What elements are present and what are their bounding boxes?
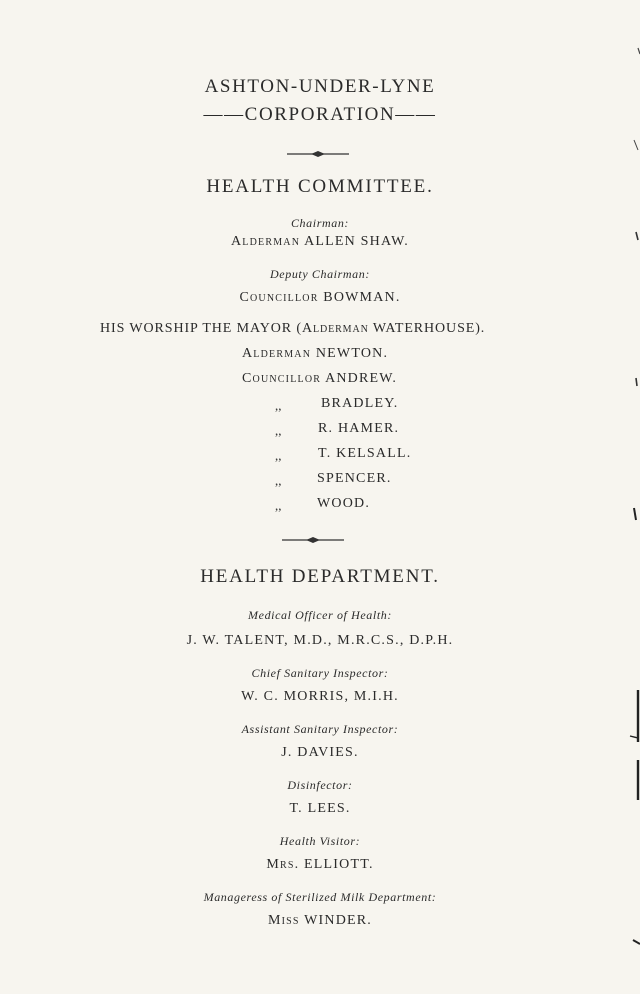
deputy-entry bbox=[0, 290, 640, 306]
member-name: T. KELSALL. bbox=[318, 446, 412, 461]
member-name: WOOD. bbox=[317, 496, 371, 511]
binding-edge-marks bbox=[624, 0, 640, 994]
health-visitor-prefix: Mrs. bbox=[266, 857, 300, 872]
ditto-mark: ,, bbox=[275, 448, 282, 463]
deputy-prefix: Councillor bbox=[239, 290, 319, 305]
moh-name: J. W. TALENT, M.D., M.R.C.S., D.P.H. bbox=[186, 633, 454, 648]
councillor-prefix: Councillor bbox=[242, 371, 322, 386]
member-name: SPENCER. bbox=[317, 471, 392, 486]
chairman-entry bbox=[0, 234, 640, 250]
alderman-prefix: Alderman bbox=[242, 346, 312, 361]
deputy-name: BOWMAN. bbox=[323, 290, 401, 305]
mayor-prefix: Alderman bbox=[301, 321, 369, 336]
milk-department-entry bbox=[0, 913, 640, 929]
csi-name: W. C. MORRIS, M.I.H. bbox=[241, 689, 399, 704]
alderman-entry bbox=[242, 346, 388, 362]
committee-heading: HEALTH COMMITTEE. bbox=[206, 176, 434, 197]
ditto-mark: ,, bbox=[275, 398, 282, 413]
member-name: R. HAMER. bbox=[318, 421, 400, 436]
health-visitor-name: ELLIOTT. bbox=[304, 857, 374, 872]
ditto-mark: ,, bbox=[275, 473, 282, 488]
csi-role: Chief Sanitary Inspector: bbox=[251, 666, 389, 680]
councillor-name: ANDREW. bbox=[325, 371, 398, 386]
department-heading: HEALTH DEPARTMENT. bbox=[200, 566, 440, 587]
health-visitor-entry bbox=[0, 857, 640, 873]
milk-department-role: Manageress of Sterilized Milk Department: bbox=[203, 890, 437, 904]
asi-role: Assistant Sanitary Inspector: bbox=[241, 722, 399, 736]
chairman-role: Chairman: bbox=[290, 216, 350, 230]
health-visitor-role: Health Visitor: bbox=[279, 834, 361, 848]
asi-name: J. DAVIES. bbox=[281, 745, 359, 760]
councillor-entry bbox=[242, 371, 397, 387]
mayor-title: HIS WORSHIP THE MAYOR ( bbox=[100, 321, 302, 336]
moh-role: Medical Officer of Health: bbox=[248, 608, 392, 622]
disinfector-name: T. LEES. bbox=[289, 801, 351, 816]
deputy-role: Deputy Chairman: bbox=[270, 267, 370, 281]
chairman-name: ALLEN SHAW. bbox=[304, 234, 409, 249]
ditto-mark: ,, bbox=[275, 423, 282, 438]
ditto-mark: ,, bbox=[275, 498, 282, 513]
ornament-divider bbox=[282, 535, 344, 545]
mayor-entry bbox=[100, 321, 485, 337]
milk-department-name: WINDER. bbox=[304, 913, 373, 928]
corporation-title: ASHTON-UNDER-LYNE bbox=[204, 76, 436, 97]
mayor-name: WATERHOUSE). bbox=[372, 321, 486, 336]
chairman-prefix: Alderman bbox=[231, 234, 301, 249]
milk-department-prefix: Miss bbox=[267, 913, 300, 928]
ornament-divider bbox=[287, 149, 349, 159]
alderman-name: NEWTON. bbox=[315, 346, 389, 361]
corporation-subtitle: ——CORPORATION—— bbox=[203, 104, 437, 125]
disinfector-role: Disinfector: bbox=[287, 778, 353, 792]
member-name: BRADLEY. bbox=[321, 396, 399, 411]
